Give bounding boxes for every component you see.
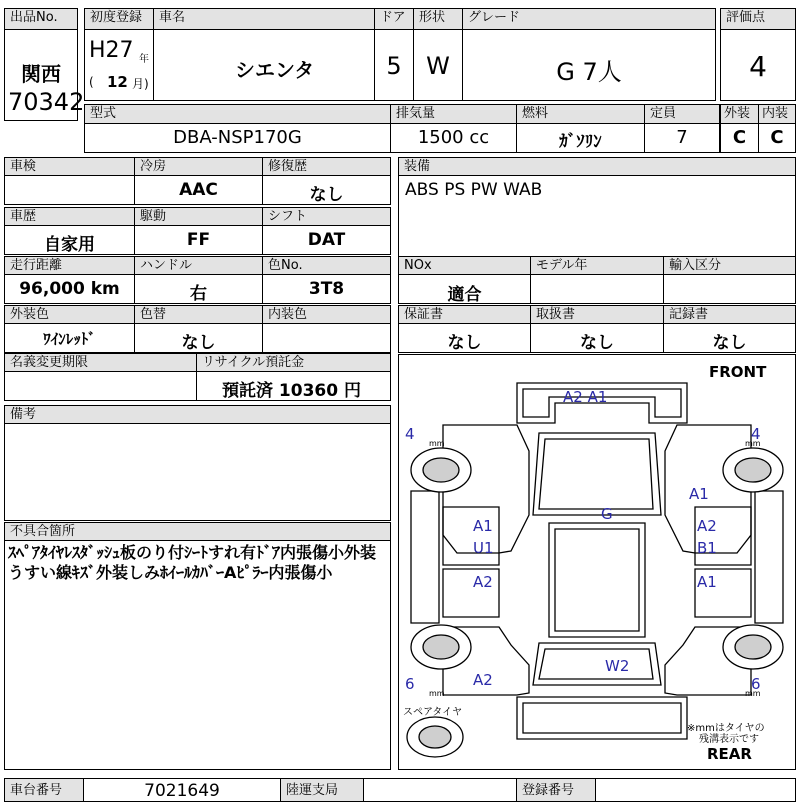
shift-label: シフト [262,207,391,226]
manual: なし [580,333,614,353]
nox-label: NOx [398,256,531,275]
mileage-label: 走行距離 [4,256,135,275]
equipment-label: 装備 [398,157,796,176]
lot-no-label: 出品No. [4,8,78,30]
color-change: なし [181,333,216,353]
mark-door-front-left: A1 U1 [473,517,494,557]
ext-color: ﾜｲﾝﾚｯﾄﾞ [43,330,96,348]
mark-door-rear-left: A2 [473,573,493,591]
interior-label: 内装 [758,104,796,124]
nox: 適合 [447,285,482,305]
damage-diagram [398,354,796,770]
handle: 右 [190,284,207,304]
fuel: ｶﾞｿﾘﾝ [559,132,602,152]
shape-label: 形状 [413,8,463,30]
interior-grade: C [770,127,784,148]
displacement-label: 排気量 [390,104,517,124]
warranty-label: 保証書 [398,305,531,324]
notes-area [4,423,391,521]
tread-note-line2: 残溝表示です [699,734,759,745]
capacity-label: 定員 [644,104,720,124]
color-change-label: 色替 [134,305,263,324]
vehicle-history: 自家用 [44,235,95,255]
chassis-number: 7021649 [144,781,220,801]
defects-text: ｽﾍﾟｱﾀｲﾔﾚｽﾀﾞｯｼｭ板のり付ｼｰﾄすれ有ﾄﾞｱ内張傷小外装うすい線ｷｽﾞ外装しみﾎｲｰﾙｶﾊﾞｰAﾋﾟﾗｰ内張傷小 [8,543,377,582]
tire-fl-mm: mm [429,439,445,448]
fuel-label: 燃料 [516,104,645,124]
color-no: 3T8 [308,279,345,299]
tire-fr-mm: mm [745,439,761,448]
inspection-cell [4,175,135,205]
warranty: なし [447,333,482,353]
mileage: 96,000 km [19,279,120,299]
records: なし [712,333,747,353]
drive: FF [186,230,211,250]
defects-label: 不具合箇所 [4,522,391,541]
shape: W [426,52,450,80]
car-name: シエンタ [235,58,315,82]
door-count: 5 [386,52,402,80]
grade-label: グレード [462,8,716,30]
exterior-label: 外装 [720,104,759,124]
mark-quarter-left: A2 [473,671,493,689]
tire-fr-tread: 4 [751,425,761,443]
model: DBA-NSP170G [173,127,302,148]
grade: G 7人 [556,58,622,86]
car-name-label: 車名 [153,8,375,30]
import-label: 輸入区分 [663,256,796,275]
mark-door-front-right: A2 B1 [697,517,717,557]
tire-rl-tread: 6 [405,675,415,693]
int-color-cell [262,323,391,353]
door-label: ドア [374,8,414,30]
reg-label: 登録番号 [516,778,596,802]
exterior-grade: C [732,127,747,148]
equipment: ABS PS PW WAB [405,180,543,200]
spare-tire-label: スペアタイヤ [403,707,463,718]
records-label: 記録書 [663,305,796,324]
name-change-cell [4,371,197,401]
tire-rl-mm: mm [429,689,445,698]
score-label: 評価点 [720,8,796,30]
tire-rr-tread: 6 [751,675,761,693]
model-year-label: モデル年 [530,256,664,275]
first-reg-label: 初度登録 [84,8,154,30]
recycle-deposit: 預託済 10360 円 [222,381,361,401]
mark-fender-right: A1 [689,485,709,503]
rear-label: REAR [707,745,752,763]
score: 4 [749,50,767,83]
shift: DAT [307,230,346,250]
tire-rr-mm: mm [745,689,761,698]
mark-front-bumper: A2 A1 [563,388,608,406]
repair-history: なし [309,185,344,205]
drive-label: 駆動 [134,207,263,226]
int-color-label: 内装色 [262,305,391,324]
tread-note-line1: ※mmはタイヤの [687,723,765,734]
mark-hood: G [601,505,613,523]
office-label: 陸運支局 [280,778,364,802]
first-reg-era: H27 [89,38,134,63]
manual-label: 取扱書 [530,305,664,324]
tire-fl-tread: 4 [405,425,415,443]
ac: AAC [179,180,218,200]
recycle-label: リサイクル預託金 [196,353,391,372]
mark-door-rear-right: A1 [697,573,717,591]
lot-number: 70342 [8,88,85,116]
first-reg-month-suffix: 月) [132,77,149,91]
mark-back-door: W2 [605,657,630,675]
color-no-label: 色No. [262,256,391,275]
lot-region: 関西 [21,62,61,86]
first-reg-paren: ( [89,75,94,89]
model-year-cell [530,274,664,304]
handle-label: ハンドル [134,256,263,275]
repair-label: 修復歴 [262,157,391,176]
history-label: 車歴 [4,207,135,226]
capacity: 7 [676,127,688,148]
first-reg-year-suffix: 年 [139,54,149,65]
import-cell [663,274,796,304]
first-reg-month: 12 [107,73,128,91]
model-label: 型式 [84,104,391,124]
chassis-label: 車台番号 [4,778,84,802]
front-label: FRONT [709,363,767,381]
ac-label: 冷房 [134,157,263,176]
notes-label: 備考 [4,405,391,424]
ext-color-label: 外装色 [4,305,135,324]
inspection-label: 車検 [4,157,135,176]
displacement: 1500 cc [417,127,490,148]
name-change-label: 名義変更期限 [4,353,197,372]
